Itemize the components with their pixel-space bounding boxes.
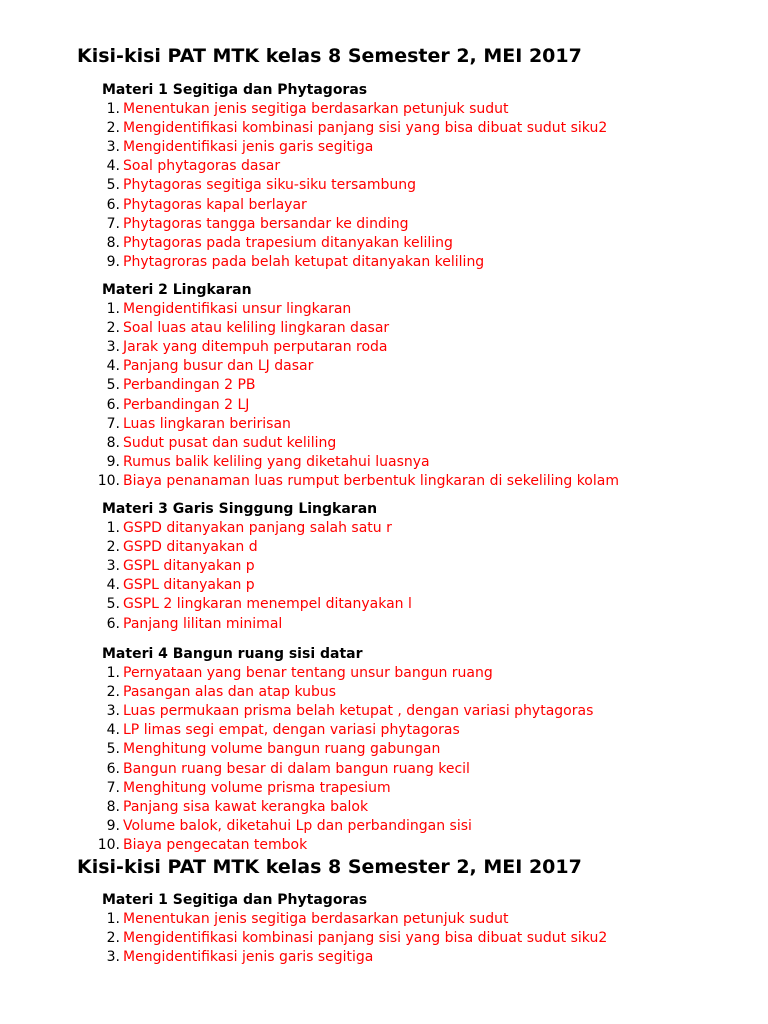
item-text: GSPD ditanyakan panjang salah satu r	[123, 520, 392, 537]
item-number: 8.	[106, 798, 120, 815]
section-materi-2	[97, 281, 619, 491]
item-number: 10.	[97, 472, 120, 489]
item-text: Phytagoras segitiga siku-siku tersambung	[123, 177, 417, 194]
list-item	[102, 910, 509, 929]
item-number: 3.	[106, 703, 120, 720]
list-item	[102, 253, 485, 272]
item-text: Bangun ruang besar di dalam bangun ruang kecil	[123, 760, 470, 777]
section-materi-3	[102, 500, 412, 634]
item-text: Phytagoras kapal berlayar	[123, 196, 307, 213]
list-item	[102, 664, 493, 683]
item-number: 5.	[106, 596, 120, 613]
list-item	[102, 615, 377, 634]
section-heading: Materi 1 Segitiga dan Phytagoras	[102, 892, 368, 908]
list-item	[102, 357, 314, 376]
item-number: 3.	[106, 339, 120, 356]
item-number: 3.	[106, 558, 120, 575]
item-number: 6.	[106, 615, 120, 632]
item-text: Panjang lilitan minimal	[123, 615, 283, 632]
item-text: Panjang busur dan LJ dasar	[123, 358, 314, 375]
item-text: Sudut pusat dan sudut keliling	[123, 434, 337, 451]
item-text: Phytagoras pada trapesium ditanyakan keliling	[123, 234, 453, 251]
list-item	[102, 176, 417, 195]
item-text: Menentukan jenis segitiga berdasarkan petunjuk sudut	[123, 101, 509, 118]
item-list	[102, 519, 412, 634]
item-text: Phytagroras pada belah ketupat ditanyakan keliling	[123, 253, 485, 270]
list-item	[102, 519, 392, 538]
item-number: 6.	[106, 396, 120, 413]
item-text: Jarak yang ditempuh perputaran roda	[123, 339, 388, 356]
list-item	[102, 319, 390, 338]
item-text: GSPL ditanyakan p	[123, 577, 255, 594]
list-item	[102, 453, 430, 472]
item-text: Menghitung volume prisma trapesium	[123, 779, 391, 796]
section-heading: Materi 2 Lingkaran	[102, 282, 252, 298]
list-item	[102, 234, 453, 253]
list-item	[102, 702, 594, 721]
list-item	[102, 760, 470, 779]
list-item	[102, 683, 363, 702]
item-text: Perbandingan 2 PB	[123, 377, 256, 394]
item-number: 3.	[106, 139, 120, 156]
item-number: 4.	[106, 722, 120, 739]
item-number: 1.	[106, 911, 120, 928]
item-number: 5.	[106, 741, 120, 758]
item-list	[102, 910, 608, 967]
list-item	[102, 415, 291, 434]
list-item	[102, 817, 472, 836]
item-number: 9.	[106, 817, 120, 834]
list-item	[102, 538, 377, 557]
item-text: LP limas segi empat, dengan variasi phytagoras	[123, 722, 460, 739]
list-item	[102, 929, 608, 948]
item-list	[102, 100, 608, 272]
item-number: 1.	[106, 301, 120, 318]
item-number: 6.	[106, 196, 120, 213]
list-item	[102, 300, 352, 319]
list-item	[102, 557, 377, 576]
item-text: Soal luas atau keliling lingkaran dasar	[123, 320, 390, 337]
item-number: 1.	[106, 665, 120, 682]
item-text: Perbandingan 2 LJ	[123, 396, 250, 413]
item-text: Mengidentifikasi unsur lingkaran	[123, 301, 352, 318]
list-item	[102, 100, 509, 119]
item-text: Biaya pengecatan tembok	[123, 836, 308, 853]
item-number: 7.	[106, 779, 120, 796]
item-text: Phytagoras tangga bersandar ke dinding	[123, 215, 409, 232]
item-number: 2.	[106, 684, 120, 701]
item-list	[97, 664, 594, 855]
item-number: 6.	[106, 760, 120, 777]
item-text: Volume balok, diketahui Lp dan perbandingan sisi	[123, 817, 472, 834]
section-materi-1	[102, 81, 608, 272]
item-number: 9.	[106, 453, 120, 470]
section-heading: Materi 3 Garis Singgung Lingkaran	[102, 501, 378, 517]
item-number: 1.	[106, 520, 120, 537]
item-number: 2.	[106, 539, 120, 556]
item-number: 7.	[106, 415, 120, 432]
list-item	[102, 779, 391, 798]
list-item	[102, 396, 252, 415]
item-text: Mengidentifikasi kombinasi panjang sisi yang bisa dibuat sudut siku2	[123, 120, 608, 137]
item-text: Mengidentifikasi jenis garis segitiga	[123, 139, 374, 156]
page-title-repeat: Kisi-kisi PAT MTK kelas 8 Semester 2, MEI 2017	[77, 856, 582, 878]
section-heading: Materi 1 Segitiga dan Phytagoras	[102, 82, 368, 98]
list-item	[102, 119, 608, 138]
item-text: Biaya penanaman luas rumput berbentuk lingkaran di sekeliling kolam	[123, 472, 619, 489]
item-number: 10.	[97, 836, 120, 853]
item-text: Rumus balik keliling yang diketahui luasnya	[123, 453, 430, 470]
item-number: 9.	[106, 253, 120, 270]
item-text: GSPL 2 lingkaran menempel ditanyakan l	[123, 596, 412, 613]
item-list	[97, 300, 619, 491]
item-number: 1.	[106, 101, 120, 118]
section-materi-1-repeat	[102, 891, 608, 967]
list-item	[102, 215, 409, 234]
item-text: GSPL ditanyakan p	[123, 558, 255, 575]
item-text: Soal phytagoras dasar	[123, 158, 281, 175]
item-text: Panjang sisa kawat kerangka balok	[123, 798, 369, 815]
item-number: 5.	[106, 377, 120, 394]
item-number: 4.	[106, 158, 120, 175]
list-item	[102, 798, 369, 817]
item-text: Menentukan jenis segitiga berdasarkan petunjuk sudut	[123, 911, 509, 928]
item-text: Pasangan alas dan atap kubus	[123, 684, 337, 701]
page-title: Kisi-kisi PAT MTK kelas 8 Semester 2, MEI 2017	[77, 45, 582, 67]
list-item	[102, 138, 374, 157]
list-item	[102, 740, 441, 759]
item-number: 2.	[106, 320, 120, 337]
item-text: Luas lingkaran beririsan	[123, 415, 291, 432]
list-item	[102, 196, 367, 215]
list-item	[102, 595, 412, 614]
list-item	[102, 434, 337, 453]
item-number: 2.	[106, 930, 120, 947]
list-item	[102, 376, 256, 395]
list-item	[102, 721, 460, 740]
item-number: 8.	[106, 234, 120, 251]
list-item	[102, 948, 374, 967]
item-number: 7.	[106, 215, 120, 232]
item-text: GSPD ditanyakan d	[123, 539, 258, 556]
list-item	[97, 836, 363, 855]
item-number: 4.	[106, 577, 120, 594]
item-text: Pernyataan yang benar tentang unsur bangun ruang	[123, 665, 493, 682]
list-item	[102, 157, 367, 176]
item-number: 5.	[106, 177, 120, 194]
item-number: 4.	[106, 358, 120, 375]
item-text: Menghitung volume bangun ruang gabungan	[123, 741, 441, 758]
item-text: Luas permukaan prisma belah ketupat , dengan variasi phytagoras	[123, 703, 594, 720]
item-text: Mengidentifikasi kombinasi panjang sisi yang bisa dibuat sudut siku2	[123, 930, 608, 947]
list-item	[97, 472, 619, 491]
item-text: Mengidentifikasi jenis garis segitiga	[123, 949, 374, 966]
item-number: 3.	[106, 949, 120, 966]
item-number: 2.	[106, 120, 120, 137]
list-item	[102, 338, 388, 357]
section-materi-4	[97, 645, 594, 855]
list-item	[102, 576, 377, 595]
section-heading: Materi 4 Bangun ruang sisi datar	[102, 646, 363, 662]
item-number: 8.	[106, 434, 120, 451]
